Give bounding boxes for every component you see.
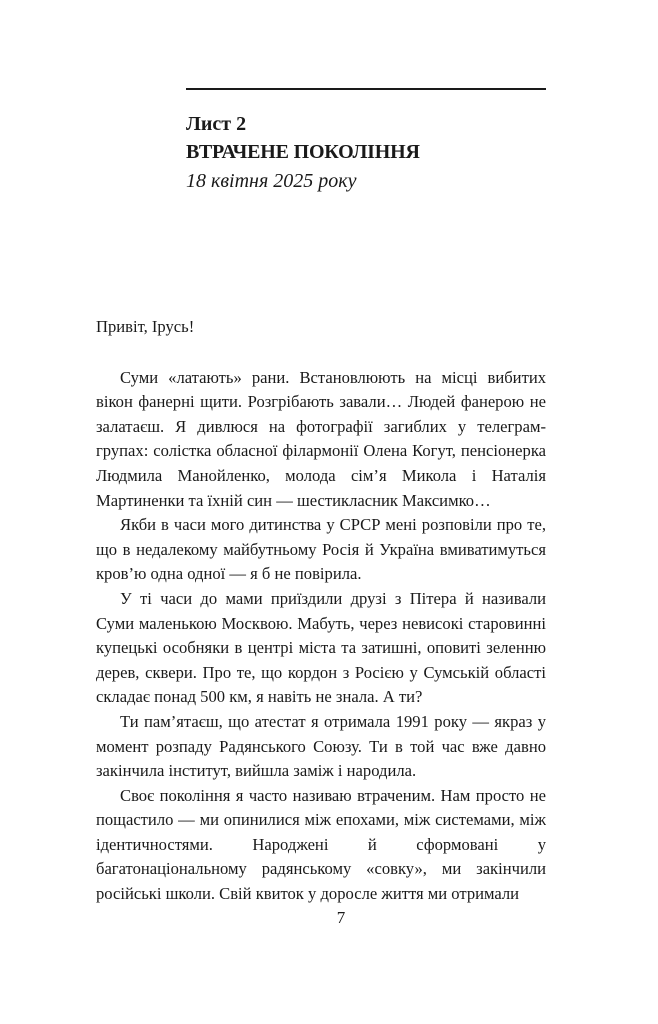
top-rule bbox=[186, 88, 546, 90]
chapter-title: ВТРАЧЕНЕ ПОКОЛІННЯ bbox=[186, 141, 420, 163]
chapter-date: 18 квітня 2025 року bbox=[186, 170, 357, 192]
letter-body bbox=[96, 315, 546, 907]
paragraph-5: Своє покоління я часто називаю втраченим. Нам просто не пощастило — ми опинилися між епохами, між системами, між ідентичностями. Народжені й сформовані у багатонаціональному радянському «совку», ми закінчили російські школи. Свій квиток у доросле життя ми отримали bbox=[96, 785, 546, 904]
paragraph-2: Якби в часи мого дитинства у СРСР мені розповіли про те, що в недалекому майбутньому Росія й Україна вмиватимуться кров’ю одна одної — я б не повірила. bbox=[96, 515, 546, 584]
paragraph-1: Суми «латають» рани. Встановлюють на місці вибитих вікон фанерні щити. Розгрібають завали… Людей фанерою не залатаєш. Я дивлюся на фотографії загиблих у телеграм-групах: солістка обласної філармонії Олена Когут, пенсіонерка Людмила Манойленко, молода сім’я Микола і Наталія Мартиненки та їхній син — шестикласник Максимко… bbox=[96, 367, 546, 510]
greeting: Привіт, Ірусь! bbox=[96, 317, 195, 336]
page-number: 7 bbox=[336, 908, 346, 927]
chapter-header bbox=[186, 110, 546, 196]
paragraph-3: У ті часи до мами приїздили друзі з Пітера й називали Суми маленькою Москвою. Мабуть, через невисокі старовинні купецькі особняки в центрі міста та затишні, оповиті зеленню дерев, сквери. Про те, що кордон з Росією у Сумській області складає понад 500 км, я навіть не знала. А ти? bbox=[96, 588, 546, 707]
paragraph-4: Ти пам’ятаєш, що атестат я отримала 1991 року — якраз у момент розпаду Радянського Союзу. Ти в той час вже давно закінчила інститут, вийшла заміж і народила. bbox=[96, 711, 546, 781]
letter-number: Лист 2 bbox=[186, 113, 247, 135]
